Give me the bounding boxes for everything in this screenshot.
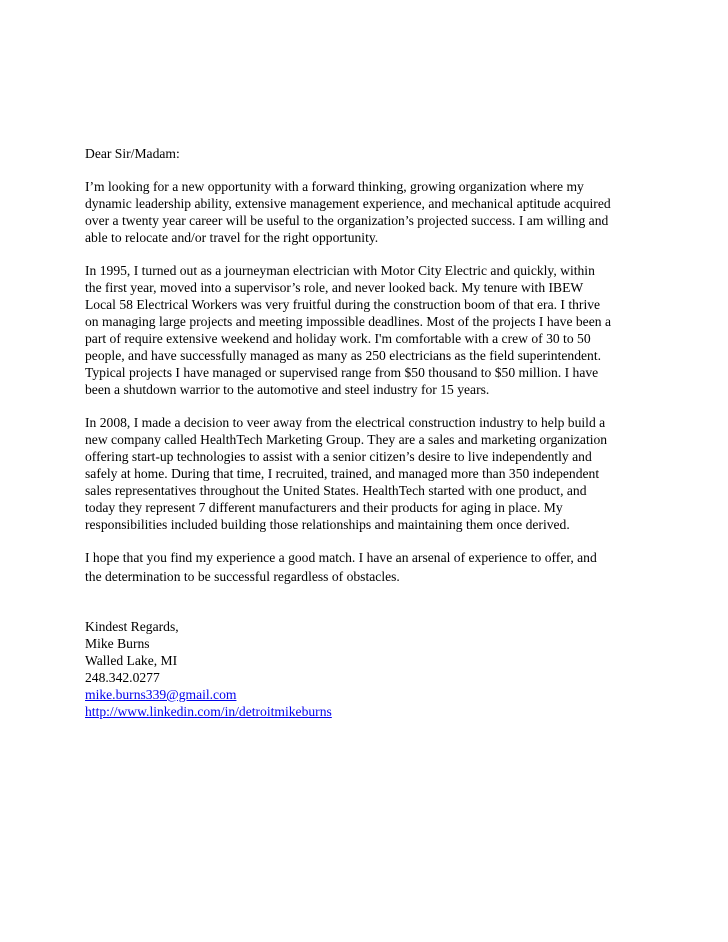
paragraph-electrician-career <box>85 262 660 398</box>
paragraph-opportunity <box>85 178 660 246</box>
text-line: part of require extensive weekend and holiday work. I'm comfortable with a crew of 30 to 50 <box>85 331 591 346</box>
text-line: responsibilities included building those relationships and maintaining them once derived. <box>85 517 570 532</box>
text-line: Typical projects I have managed or supervised range from $50 thousand to $50 million. I have <box>85 365 599 380</box>
text-line: In 1995, I turned out as a journeyman electrician with Motor City Electric and quickly, within <box>85 263 595 278</box>
text-line: I’m looking for a new opportunity with a forward thinking, growing organization where my <box>85 179 584 194</box>
paragraph-closing <box>85 549 660 585</box>
text-line: the first year, moved into a supervisor’s role, and never looked back. My tenure with IBEW <box>85 280 584 295</box>
linkedin-link[interactable]: http://www.linkedin.com/in/detroitmikeburns <box>85 704 332 719</box>
text-line: today they represent 7 different manufacturers and their products for aging in place. My <box>85 500 563 515</box>
closing-line: Kindest Regards, <box>85 619 179 634</box>
text-line: safely at home. During that time, I recruited, trained, and managed more than 350 independent <box>85 466 600 481</box>
email-link[interactable]: mike.burns339@gmail.com <box>85 687 237 702</box>
paragraph-healthtech <box>85 414 660 533</box>
text-line: been a shutdown warrior to the automotive and steel industry for 15 years. <box>85 382 490 397</box>
sender-location: Walled Lake, MI <box>85 653 178 668</box>
text-line: able to relocate and/or travel for the right opportunity. <box>85 230 379 245</box>
text-line: offering start-up technologies to assist with a senior citizen’s desire to live independently and <box>85 449 592 464</box>
text-line: dynamic leadership ability, extensive management experience, and mechanical aptitude acquired <box>85 196 611 211</box>
text-line: people, and have successfully managed as many as 250 electricians as the field superintendent. <box>85 348 602 363</box>
text-line: new company called HealthTech Marketing Group. They are a sales and marketing organization <box>85 432 608 447</box>
text-line: over a twenty year career will be useful to the organization’s projected success. I am willing and <box>85 213 609 228</box>
text-line: the determination to be successful regardless of obstacles. <box>85 569 400 584</box>
text-line: I hope that you find my experience a good match. I have an arsenal of experience to offer, and <box>85 550 597 565</box>
sender-name: Mike Burns <box>85 636 150 651</box>
letter-body <box>85 145 660 601</box>
text-line: on managing large projects and meeting impossible deadlines. Most of the projects I have been a <box>85 314 611 329</box>
text-line: In 2008, I made a decision to veer away from the electrical construction industry to help build a <box>85 415 606 430</box>
sender-phone: 248.342.0277 <box>85 670 160 685</box>
text-line: Local 58 Electrical Workers was very fruitful during the construction boom of that era. I thrive <box>85 297 601 312</box>
salutation: Dear Sir/Madam: <box>85 146 180 161</box>
signature-block <box>85 618 332 720</box>
text-line: sales representatives throughout the United States. HealthTech started with one product, and <box>85 483 587 498</box>
